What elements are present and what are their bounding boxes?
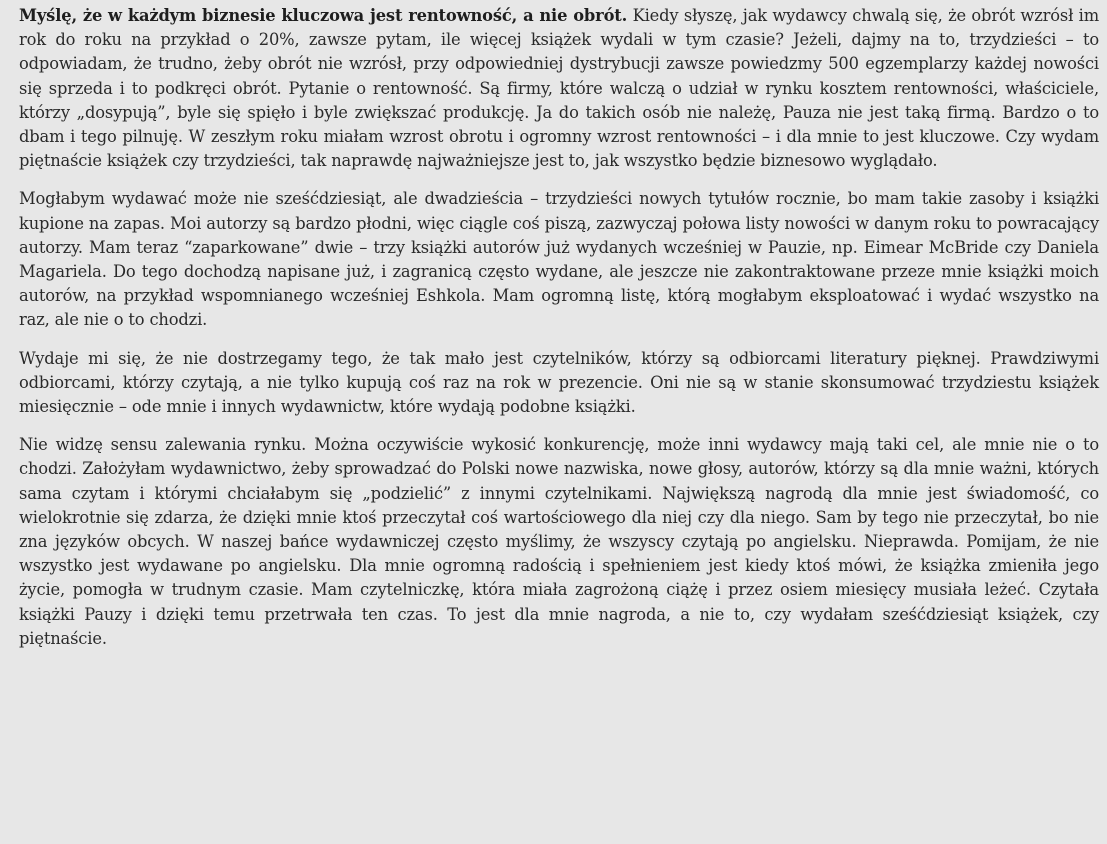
paragraph-text: Mogłabym wydawać może nie sześćdziesiąt, ale dwadzieścia – trzydzieści nowych tytułów rocznie, bo mam takie zasoby i książki kupione na zapas. Moi autorzy są bardzo płodni, więc ciągle coś piszą, zazwyczaj połowa listy nowości w danym roku to powracający autorzy. Mam teraz “zaparkowane” dwie – trzy książki autorów już wydanych wcześniej w Pauzie, np. Eimear McBride czy Daniela Magariela. Do tego dochodzą napisane już, i zagranicą często wydane, ale jeszcze nie zakontraktowane przeze mnie książki moich autorów, na przykład wspomnianego wcześniej Eshkola. Mam ogromną listę, którą mogłabym eksploatować i wydać wszystko na raz, ale nie o to chodzi.	[19, 189, 1099, 330]
paragraph-text: Kiedy słyszę, jak wydawcy chwalą się, że obrót wzrósł im rok do roku na przykład o 20%, zawsze pytam, ile więcej książek wydali w tym czasie? Jeżeli, dajmy na to, trzydzieści – to odpowiadam, że trudno, żeby obrót nie wzrósł, przy odpowiedniej dystrybucji zawsze powiedzmy 500 egzemplarzy każdej nowości się sprzeda i to podkręci obrót. Pytanie o rentowność. Są firmy, które walczą o udział w rynku kosztem rentowności, właściciele, którzy „dosypują”, byle się spięło i byle zwiększać produkcję. Ja do takich osób nie należę, Pauza nie jest taką firmą. Bardzo o to dbam i tego pilnuję. W zeszłym roku miałam wzrost obrotu i ogromny wzrost rentowności – i dla mnie to jest kluczowe. Czy wydam piętnaście książek czy trzydzieści, tak naprawdę najważniejsze jest to, jak wszystko będzie biznesowo wyglądało.	[19, 6, 1099, 171]
paragraph-text: Wydaje mi się, że nie dostrzegamy tego, że tak mało jest czytelników, którzy są odbiorcami literatury pięknej. Prawdziwymi odbiorcami, którzy czytają, a nie tylko kupują coś raz na rok w prezencie. Oni nie są w stanie skonsumować trzydziestu książek miesięcznie – ode mnie i innych wydawnictw, które wydają podobne książki.	[19, 348, 1099, 417]
article-paragraph-3	[19, 347, 1099, 420]
article-paragraph-4	[19, 433, 1099, 651]
paragraph-lead-bold: Myślę, że w każdym biznesie kluczowa jest rentowność, a nie obrót.	[19, 6, 628, 25]
article-paragraph-1	[19, 4, 1099, 173]
article-paragraph-2	[19, 187, 1099, 332]
paragraph-text: Nie widzę sensu zalewania rynku. Można oczywiście wykosić konkurencję, może inni wydawcy mają taki cel, ale mnie nie o to chodzi. Założyłam wydawnictwo, żeby sprowadzać do Polski nowe nazwiska, nowe głosy, autorów, którzy są dla mnie ważni, których sama czytam i którymi chciałabym się „podzielić” z innymi czytelnikami. Największą nagrodą dla mnie jest świadomość, co wielokrotnie się zdarza, że dzięki mnie ktoś przeczytał coś wartościowego dla niej czy dla niego. Sam by tego nie przeczytał, bo nie zna języków obcych. W naszej bańce wydawniczej często myślimy, że wszyscy czytają po angielsku. Nieprawda. Pomijam, że nie wszystko jest wydawane po angielsku. Dla mnie ogromną radością i spełnieniem jest kiedy ktoś mówi, że książka zmieniła jego życie, pomogła w trudnym czasie. Mam czytelniczkę, która miała zagrożoną ciążę i przez osiem miesięcy musiała leżeć. Czytała książki Pauzy i dzięki temu przetrwała ten czas. To jest dla mnie nagroda, a nie to, czy wydałam sześćdziesiąt książek, czy piętnaście.	[19, 435, 1099, 648]
